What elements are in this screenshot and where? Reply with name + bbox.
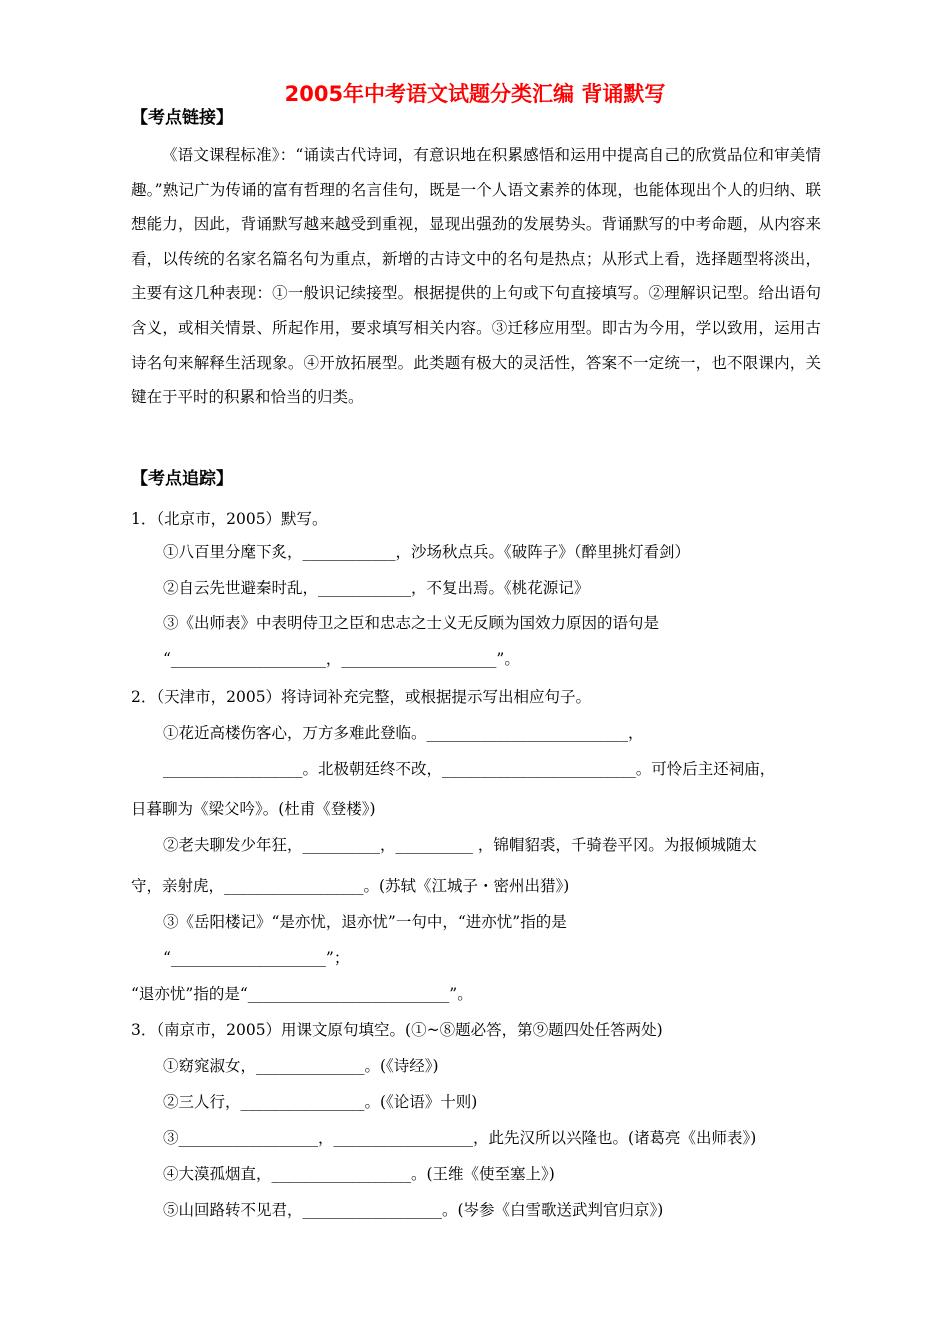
question-3-stem: 3．（南京市，2005）用课文原句填空。(①~⑧题必答，第⑨题四处任答两处)	[131, 1021, 663, 1039]
question-2-item-1-source: 日暮聊为《梁父吟》。(杜甫《登楼》)	[131, 800, 376, 818]
question-3-item-2: ②三人行，________________。(《论语》十则)	[163, 1093, 478, 1111]
question-3-item-5: ⑤山回路转不见君，__________________。(岑参《白雪歌送武判官归京》)	[163, 1201, 664, 1219]
question-3-item-4: ④大漠孤烟直，__________________。(王维《使至塞上》)	[163, 1165, 555, 1183]
page-title: 2005年中考语文试题分类汇编 背诵默写	[284, 82, 666, 106]
question-2-item-3-blank-2: “退亦忧”指的是“__________________________”。	[131, 985, 473, 1003]
section-heading-links: 【考点链接】	[131, 108, 233, 128]
question-2-item-2: ②老夫聊发少年狂，__________，__________ ，锦帽貂裘，千骑卷平冈。为报倾城随太	[163, 836, 757, 854]
question-1-stem: 1．（北京市，2005）默写。	[131, 510, 328, 528]
question-3-item-1: ①窈窕淑女，______________。(《诗经》)	[163, 1057, 439, 1075]
question-1-item-3: ③《出师表》中表明侍卫之臣和忠志之士义无反顾为国效力原因的语句是	[163, 614, 660, 632]
question-2-item-3-blank-1: “____________________”；	[163, 949, 350, 967]
question-1-item-3-blanks: “____________________，____________________”。	[163, 650, 520, 668]
question-2-item-2-cont: 守，亲射虎，__________________。(苏轼《江城子・密州出猎》)	[131, 877, 570, 895]
question-2-stem: 2．（天津市，2005）将诗词补充完整，或根据提示写出相应句子。	[131, 688, 592, 706]
question-2-item-1: ①花近高楼伤客心，万方多难此登临。__________________________，	[163, 724, 644, 742]
question-1-item-1: ①八百里分麾下炙，____________，沙场秋点兵。《破阵子》（醉里挑灯看剑）	[163, 543, 691, 561]
question-2-item-1-cont: __________________。北极朝廷终不改，_________________________。可怜后主还祠庙，	[163, 760, 776, 778]
section-heading-tracking: 【考点追踪】	[131, 469, 233, 489]
question-1-item-2: ②自云先世避秦时乱，____________，不复出焉。《桃花源记》	[163, 579, 590, 597]
question-3-item-3: ③__________________，__________________，此先汉所以兴隆也。(诸葛亮《出师表》)	[163, 1129, 757, 1147]
question-2-item-3: ③《岳阳楼记》“是亦忧，退亦忧”一句中，“进亦忧”指的是	[163, 913, 567, 931]
intro-paragraph: 《语文课程标准》：“诵读古代诗词，有意识地在积累感悟和运用中提高自己的欣赏品位和审美情趣。”熟记广为传诵的富有哲理的名言佳句，既是一个人语文素养的体现，也能体现出个人的归纳、联想能力，因此，背诵默写越来越受到重视，显现出强劲的发展势头。背诵默写的中考命题，从内容来看，以传统的名家名篇名句为重点，新增的古诗文中的名句是热点；从形式上看，选择题型将淡出，主要有这几种表现：①一般识记续接型。根据提供的上句或下句直接填写。②理解识记型。给出语句含义，或相关情景、所起作用，要求填写相关内容。③迁移应用型。即古为今用，学以致用，运用古诗名句来解释生活现象。④开放拓展型。此类题有极大的灵活性，答案不一定统一，也不限课内，关键在于平时的积累和恰当的归类。	[131, 146, 821, 407]
